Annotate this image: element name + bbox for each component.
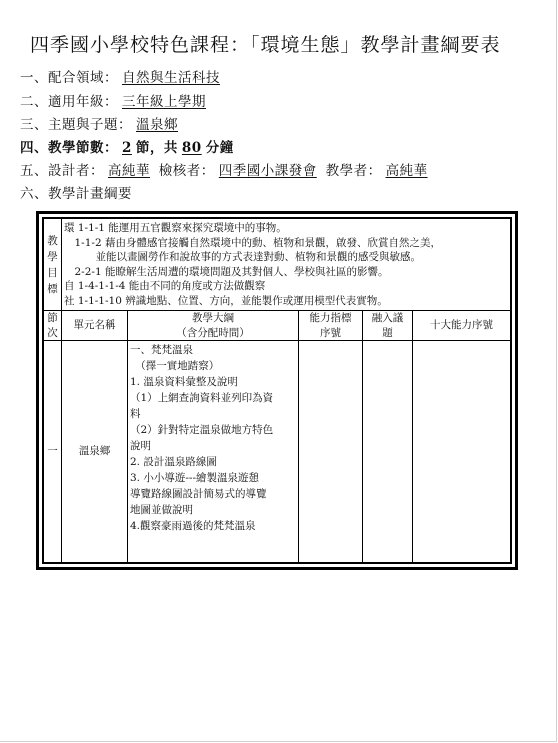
plan-table (43, 218, 511, 563)
goal-item: 2-2-1 能瞭解生活周遭的環境問題及其對個人、學校與社區的影響。 (64, 265, 389, 278)
header-integration: 融入議 題 (363, 311, 413, 341)
theme-label: 三、主題與子題： (20, 117, 132, 133)
outline-heading: 六、教學計畫綱要 (20, 186, 132, 202)
outline-line: 4.觀察豪雨過後的梵梵溫泉 (130, 520, 256, 532)
goal-item: 並能以畫圖勞作和說故事的方式表達對動、植物和景觀的感受與敏感。 (64, 251, 421, 263)
header-row (44, 311, 511, 341)
row-unit: 溫泉鄉 (62, 341, 128, 563)
outline-line: 導覽路線圖設計簡易式的導覽 (130, 488, 267, 500)
grade-value: 三年級上學期 (122, 94, 206, 110)
grade-line (20, 90, 210, 110)
designer-label: 五、設計者： (20, 163, 104, 179)
header-ability: 能力指標 序號 (299, 311, 363, 341)
outline-line: 地圖並做說明 (130, 504, 193, 516)
sessions-label: 四、教學節數： (20, 140, 118, 156)
header-unit: 單元名稱 (62, 311, 128, 341)
reviewer-value: 四季國小課發會 (218, 163, 317, 179)
goals-row (44, 219, 511, 311)
outline-line: 2. 設計溫泉路線圖 (130, 456, 217, 468)
sessions-unit: 節，共 (135, 140, 178, 156)
designer-line (20, 159, 432, 179)
row-integration (363, 341, 413, 563)
outline-line: 一、梵梵溫泉 (130, 344, 193, 356)
minutes-count: 80 (181, 140, 202, 156)
outline-line: 1. 溫泉資料彙整及說明 (130, 376, 238, 388)
row-ability (299, 341, 363, 563)
teacher-value: 高純華 (385, 163, 428, 179)
outline-line: 3. 小小導遊---繪製溫泉遊憩 (130, 472, 259, 484)
goal-item: 1-1-2 藉由身體感官接觸自然環境中的動、植物和景觀，啟發、欣賞自然之美， (64, 236, 441, 249)
theme-line (20, 113, 182, 133)
domain-line (20, 66, 224, 86)
theme-value: 溫泉鄉 (136, 117, 178, 133)
goal-header: 教 學 目 標 (44, 219, 62, 311)
row-section: 一 (44, 341, 62, 563)
designer-value: 高純華 (108, 163, 150, 179)
goal-item: 社 1-1-1-10 辨識地點、位置、方向，並能製作或運用模型代表實物。 (64, 294, 388, 307)
sessions-count: 2 (122, 140, 132, 156)
sessions-line (20, 136, 234, 156)
table-row (44, 341, 511, 563)
outline-line: （擇一實地踏察） (130, 360, 220, 372)
minutes-unit: 分鐘 (205, 140, 234, 156)
goal-item: 自 1-4-1-1-4 能由不同的角度或方法做觀察 (64, 280, 266, 292)
outline-line: （1）上網查詢資料並列印為資 (130, 392, 274, 404)
header-outline: 教學大綱 （含分配時間） (128, 311, 299, 341)
header-section: 節 次 (44, 311, 62, 341)
goal-item: 環 1-1-1 能運用五官觀察來探究環境中的事物。 (64, 222, 287, 234)
domain-value: 自然與生活科技 (122, 70, 220, 86)
header-ten-abilities: 十大能力序號 (413, 311, 511, 341)
row-ten-abilities (413, 341, 511, 563)
outline-line: （2）針對特定溫泉做地方特色 (130, 424, 274, 436)
domain-label: 一、配合領域： (20, 70, 118, 86)
teacher-label: 教學者： (325, 163, 382, 179)
goals-list (62, 219, 511, 311)
plan-table-frame (36, 211, 518, 570)
grade-label: 二、適用年級： (20, 94, 118, 110)
row-outline (128, 341, 299, 563)
outline-line: 說明 (130, 440, 151, 452)
reviewer-label: 檢核者： (158, 163, 215, 179)
page-title: 四季國小學校特色課程：「環境生態」教學計畫綱要表 (30, 34, 501, 56)
outline-line: 料 (130, 408, 141, 420)
